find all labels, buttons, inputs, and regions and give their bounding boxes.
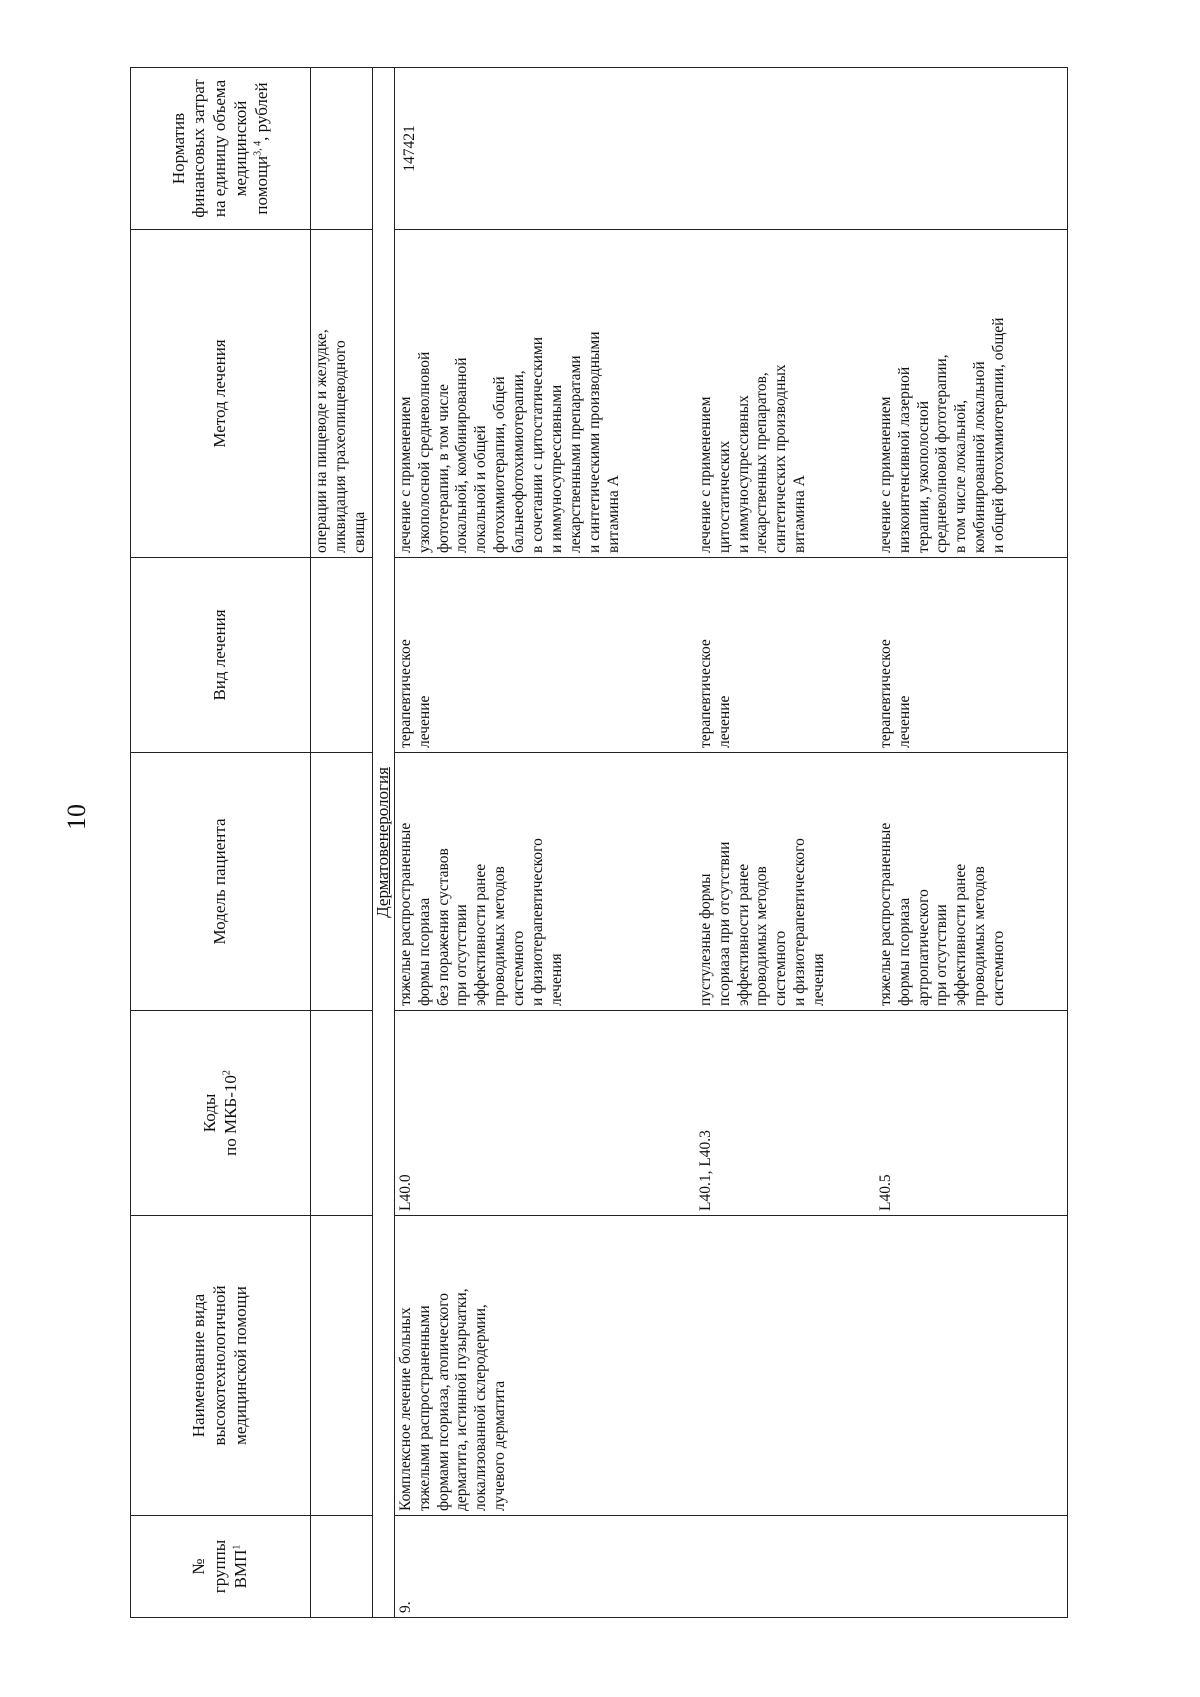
kind-entry-1: терапевтическое лечение: [396, 639, 433, 748]
kind-entry-2: терапевтическое лечение: [696, 639, 733, 748]
continuation-blank: [311, 753, 373, 1011]
continuation-blank: [311, 1516, 373, 1618]
code-entry-2: L40.1, L40.3: [696, 1130, 714, 1211]
rotated-table-container: [130, 68, 1068, 1618]
group-row: [394, 68, 1067, 1618]
method-cell: [394, 230, 1067, 558]
page-number: 10: [62, 804, 91, 830]
continuation-row: [311, 68, 373, 1618]
model-entry-2: пустулезные формы псориаза при отсутствии эффективности ранее проводимых методов системного и физиотерапевтического лечения: [696, 838, 828, 1006]
kind-cell: [394, 558, 1067, 753]
header-method: Метод лечения: [131, 230, 311, 558]
header-name: Наименование вида высокотехнологичной медицинской помощи: [131, 1216, 311, 1516]
section-title: Дерматовенерология: [373, 68, 395, 1618]
codes-cell: [394, 1011, 1067, 1216]
group-number: 9.: [394, 1516, 1067, 1618]
model-entry-3: тяжелые распространенные формы псориаза артропатического при отсутствии эффективности ранее проводимых методов системного: [876, 822, 1008, 1006]
continuation-blank: [311, 68, 373, 230]
kind-entry-3: терапевтическое лечение: [876, 639, 913, 748]
section-row: [373, 68, 395, 1618]
header-kind: Вид лечения: [131, 558, 311, 753]
code-entry-1: L40.0: [396, 1174, 414, 1211]
continuation-method: операции на пищеводе и желудке, ликвидация трахеопищеводного свища: [311, 230, 373, 558]
continuation-blank: [311, 558, 373, 753]
header-norm: Норматив финансовых затрат на единицу объема медицинской помощи$^{3, 4}$, рублей: [131, 68, 311, 230]
norm-value: 147421: [394, 68, 1067, 230]
method-entry-2: лечение с применением цитостатических и иммуносупрессивных лекарственных препаратов, синтетических производных витамина А: [696, 364, 809, 553]
header-row: [131, 68, 311, 1618]
continuation-blank: [311, 1011, 373, 1216]
group-name: Комплексное лечение больных тяжелыми распространенными формами псориаза, атопического дерматита, истинной пузырчатки, локализованной склеродермии, лучевого дерматита: [394, 1216, 1067, 1516]
vmp-table: [130, 67, 1068, 1618]
header-codes: Коды по МКБ-$10^2$: [131, 1011, 311, 1216]
method-entry-1: лечение с применением узкополосной средневолновой фототерапии, в том числе локальной, комбинированной локальной и общей фотохимиотерапии, общей бальнеофотохимиотерапии, в сочетании с цитостатическими и иммуносупрессивными лекарственными препаратами и синтетическими производными витамина А: [396, 331, 622, 553]
code-entry-3: L40.5: [876, 1174, 894, 1211]
header-model: Модель пациента: [131, 753, 311, 1011]
header-group-no: № группы ВМП$^1$: [131, 1516, 311, 1618]
model-entry-1: тяжелые распространенные формы псориаза без поражения суставов при отсутствии эффективности ранее проводимых методов системного и физиотерапевтического лечения: [396, 822, 565, 1006]
model-cell: [394, 753, 1067, 1011]
method-entry-3: лечение с применением низкоинтенсивной лазерной терапии, узкополосной средневолновой фототерапии, в том числе локальной, комбинированной локальной и общей фотохимиотерапии, общей: [876, 317, 1008, 553]
continuation-blank: [311, 1216, 373, 1516]
